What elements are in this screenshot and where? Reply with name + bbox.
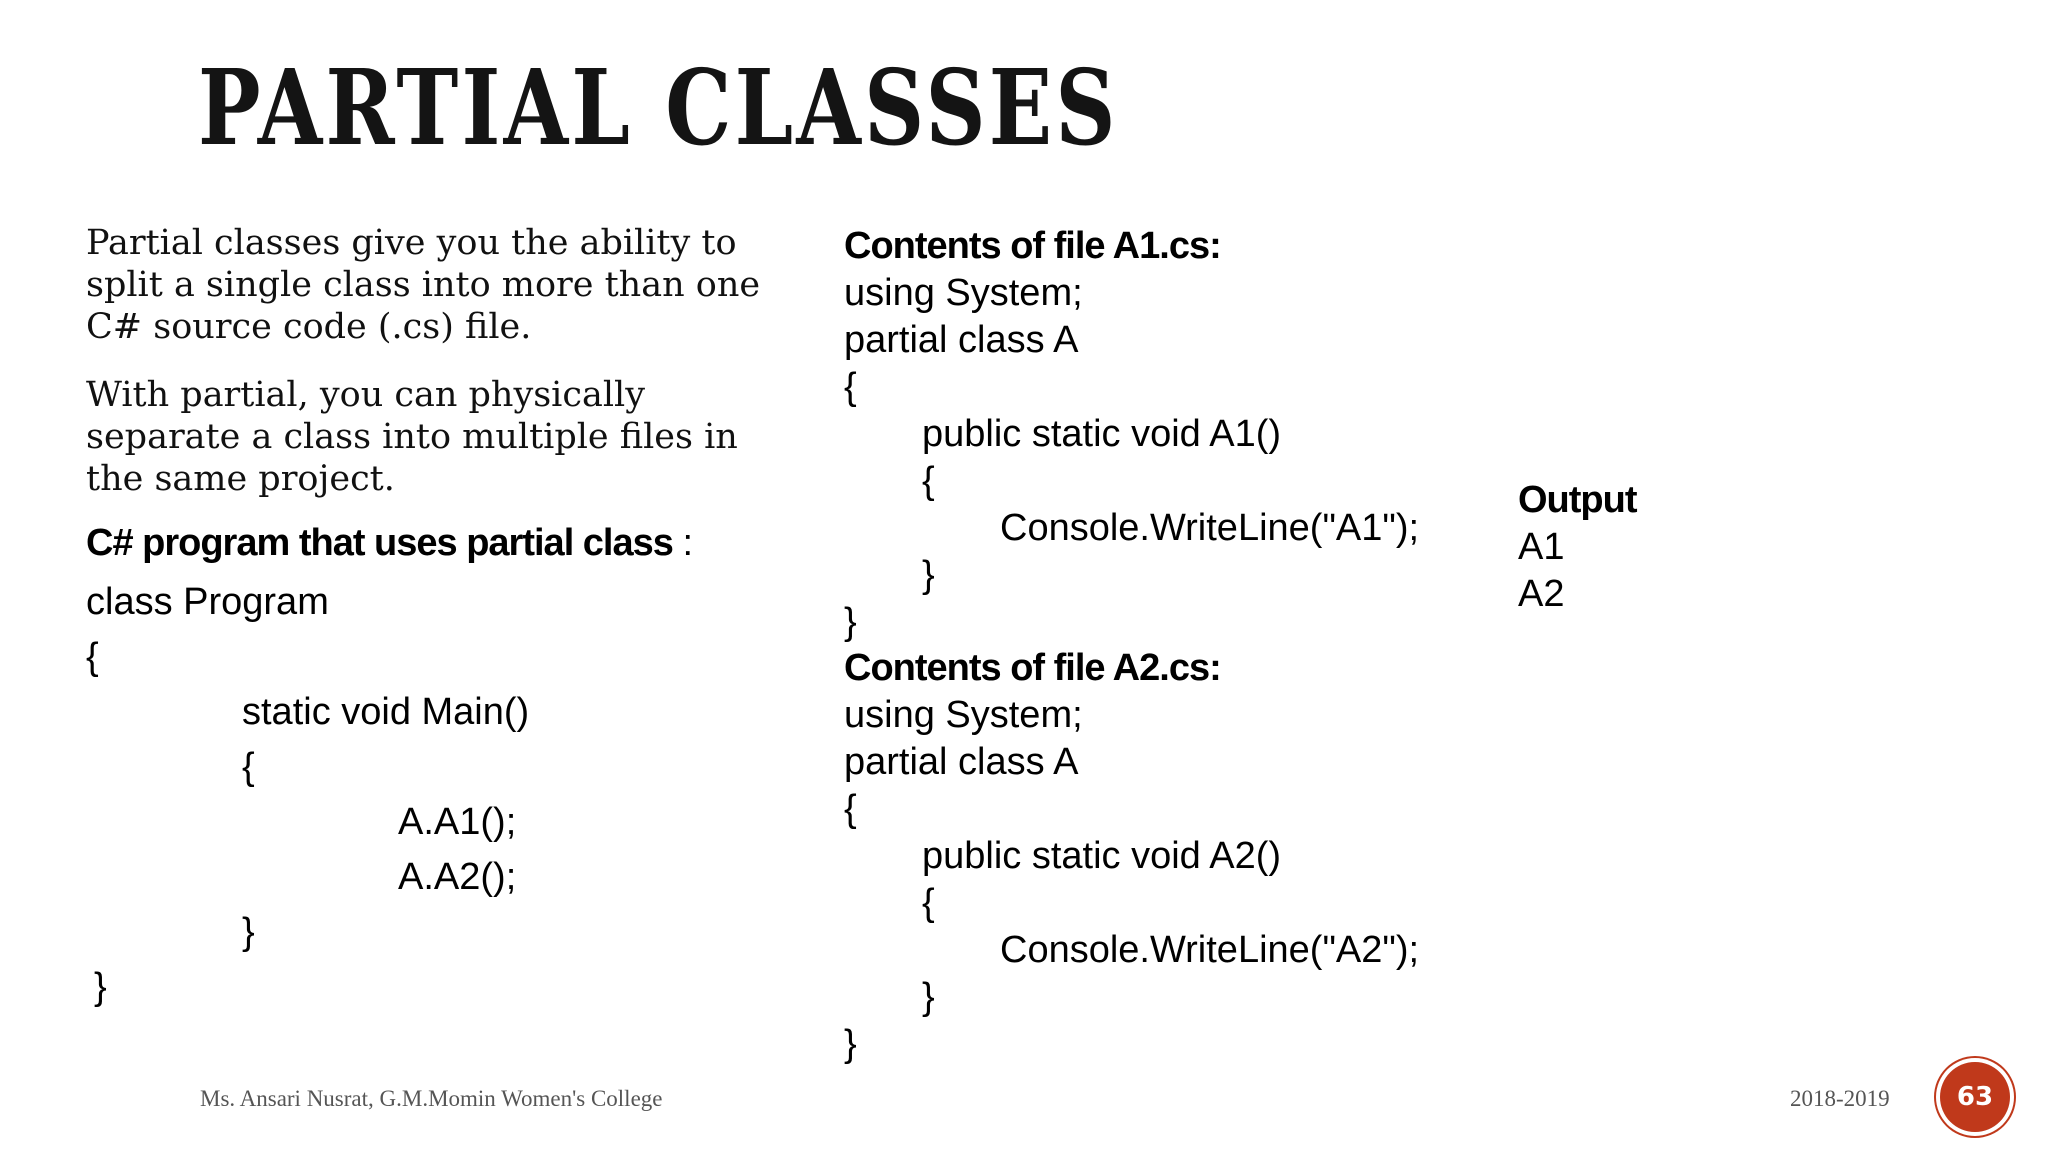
program-line-2: {	[86, 636, 99, 678]
program-line-6: A.A2();	[398, 856, 517, 898]
program-heading-colon: :	[672, 522, 693, 564]
program-heading-text: C# program that uses partial class	[86, 522, 673, 564]
program-line-1: class Program	[86, 581, 329, 623]
file-a1-line-3: {	[844, 366, 857, 408]
output-line-2: A2	[1518, 573, 1565, 615]
file-a2-line-6: Console.WriteLine("A2");	[1000, 929, 1420, 971]
file-a2-line-2: partial class A	[844, 741, 1079, 783]
file-a1-line-8: }	[844, 601, 857, 643]
output-heading: Output	[1518, 479, 1637, 521]
file-a2-line-4: public static void A2()	[922, 835, 1282, 877]
program-line-3: static void Main()	[242, 691, 530, 733]
output-line-1: A1	[1518, 526, 1565, 568]
file-a1-line-4: public static void A1()	[922, 413, 1282, 455]
slide-title: PARTIAL CLASSES	[198, 46, 1119, 169]
program-heading	[86, 522, 692, 565]
file-a1-line-1: using System;	[844, 272, 1083, 314]
program-line-4: {	[242, 746, 255, 788]
file-a2-line-8: }	[844, 1023, 857, 1065]
intro-text	[86, 222, 786, 500]
file-a2-line-7: }	[922, 976, 935, 1018]
file-a1-line-7: }	[922, 554, 935, 596]
page-number-badge	[1940, 1062, 2010, 1132]
intro-paragraph-1: Partial classes give you the ability to split a single class into more than one C# source code (.cs) file.	[86, 223, 761, 347]
file-a1-line-5: {	[922, 460, 935, 502]
file-a2-heading: Contents of file A2.cs:	[844, 647, 1221, 689]
footer-year: 2018-2019	[1790, 1086, 1890, 1111]
program-line-7: }	[242, 911, 255, 953]
file-a1-line-6: Console.WriteLine("A1");	[1000, 507, 1420, 549]
file-a1-heading: Contents of file A1.cs:	[844, 225, 1221, 267]
file-a1-line-2: partial class A	[844, 319, 1079, 361]
page-number: 63	[1956, 1082, 1994, 1112]
file-a2-line-5: {	[922, 882, 935, 924]
program-line-5: A.A1();	[398, 801, 517, 843]
file-a2-line-1: using System;	[844, 694, 1083, 736]
program-line-8: }	[94, 966, 107, 1008]
file-a2-line-3: {	[844, 788, 857, 830]
footer-author: Ms. Ansari Nusrat, G.M.Momin Women's College	[200, 1086, 663, 1111]
intro-paragraph-2: With partial, you can physically separate a class into multiple files in the same project.	[86, 375, 738, 499]
